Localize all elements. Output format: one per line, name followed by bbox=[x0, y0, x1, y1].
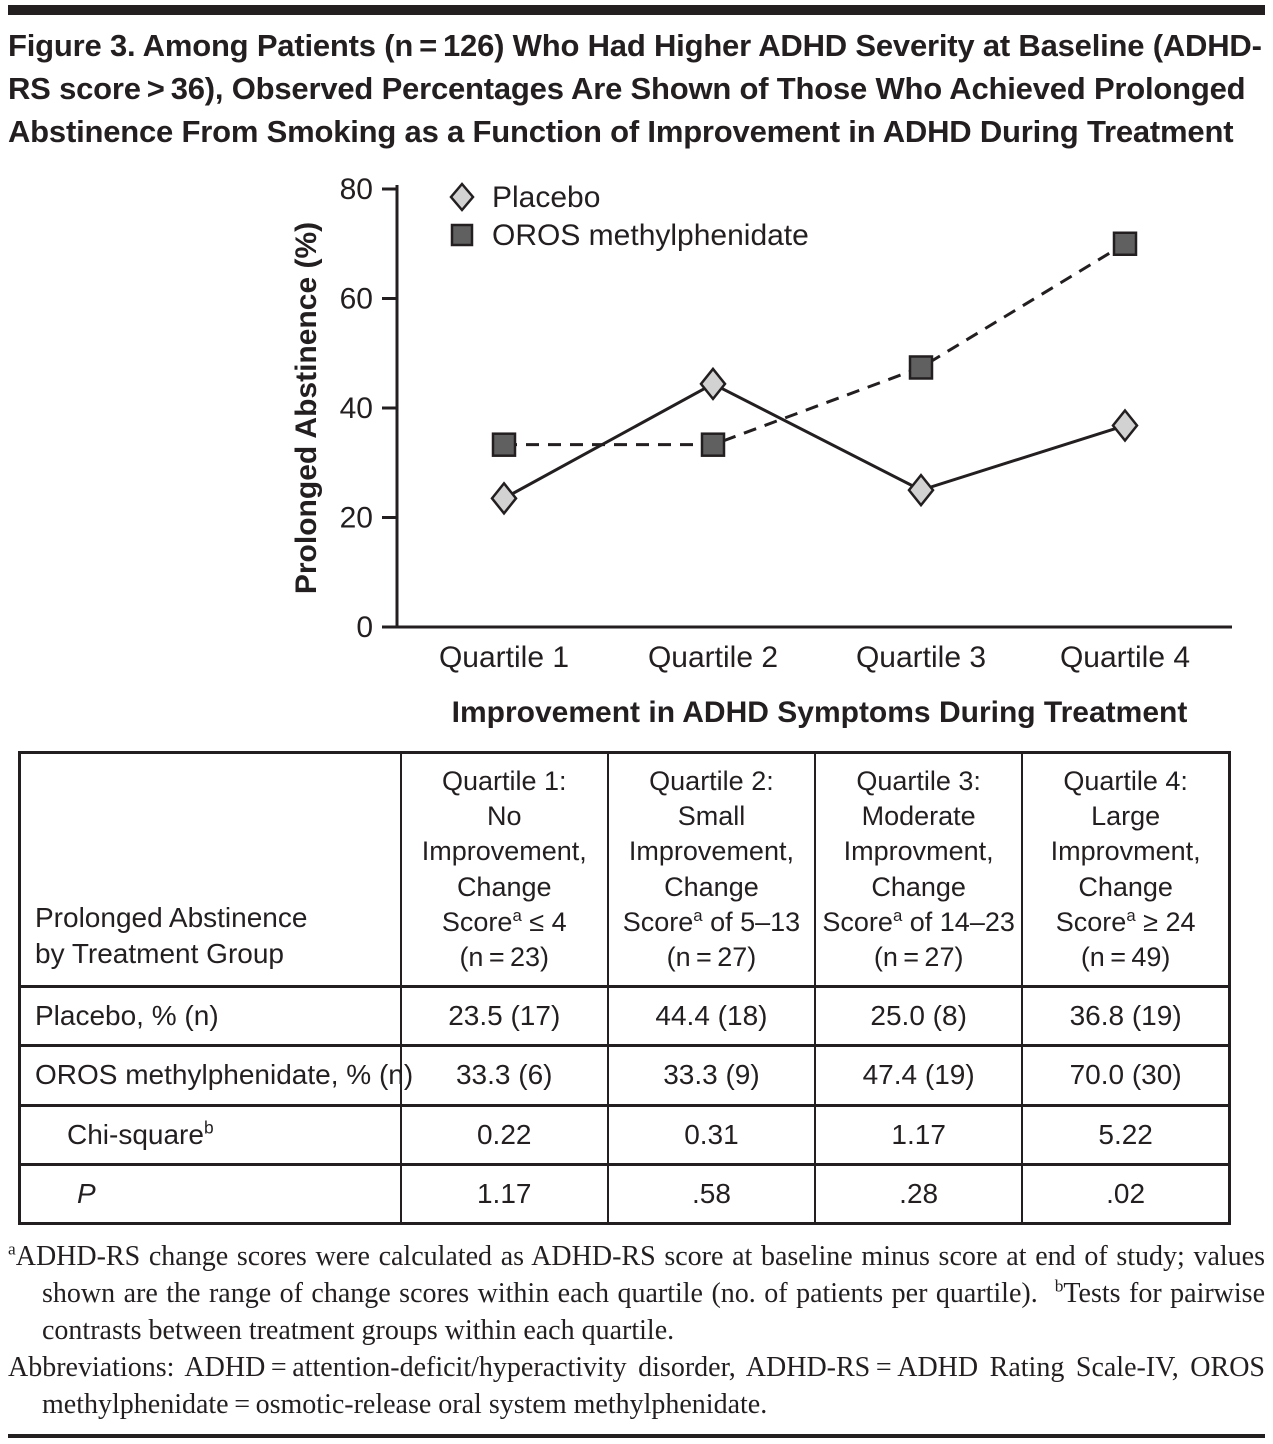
value-cell-r4-q2: .58 bbox=[608, 1165, 815, 1224]
bottom-rule bbox=[8, 1434, 1265, 1438]
placebo-marker-quartile-3 bbox=[909, 475, 933, 505]
row-label: Placebo, % (n) bbox=[20, 986, 401, 1045]
value-cell-r1-q4: 36.8 (19) bbox=[1022, 986, 1229, 1045]
y-tick-label: 80 bbox=[339, 173, 373, 207]
col-header-quartile-2: Quartile 2: Small Improvement, Change Score$^a$ of 5–13 (n = 27) bbox=[608, 753, 815, 987]
x-axis-title: Improvement in ADHD Symptoms During Treatment bbox=[451, 696, 1188, 730]
oros-marker-quartile-3 bbox=[910, 357, 932, 379]
figure-title: Figure 3. Among Patients (n = 126) Who Had Higher ADHD Severity at Baseline (ADHD-RS score > 36), Observed Percentages Are Shown of Those Who Achieved Prolonged Abstinence From Smoking as a Function of Improvement in ADHD During Treatment bbox=[8, 28, 1262, 149]
value-cell-r4-q1: 1.17 bbox=[401, 1165, 608, 1224]
table-header-row bbox=[20, 753, 1230, 987]
footnote-abbreviations: Abbreviations: ADHD = attention-deficit/hyperactivity disorder, ADHD-RS = ADHD Rating Scale-IV, OROS methylphenidate = osmotic-release oral system methylphenidate. bbox=[8, 1352, 1265, 1421]
footnotes bbox=[8, 1239, 1265, 1424]
value-cell-r1-q3: 25.0 (8) bbox=[815, 986, 1022, 1045]
value-cell-r2-q2: 33.3 (9) bbox=[608, 1046, 815, 1105]
table-row-2 bbox=[20, 1046, 1230, 1105]
y-tick-label: 0 bbox=[356, 611, 373, 645]
value-cell-r3-q4: 5.22 bbox=[1022, 1105, 1229, 1164]
value-cell-r1-q1: 23.5 (17) bbox=[401, 986, 608, 1045]
top-rule bbox=[8, 5, 1265, 15]
row-label: OROS methylphenidate, % (n) bbox=[20, 1046, 401, 1105]
value-cell-r2-q1: 33.3 (6) bbox=[401, 1046, 608, 1105]
value-cell-r3-q2: 0.31 bbox=[608, 1105, 815, 1164]
y-axis-title: Prolonged Abstinence (%) bbox=[290, 222, 323, 595]
placebo-marker-quartile-4 bbox=[1113, 411, 1137, 441]
value-cell-r2-q3: 47.4 (19) bbox=[815, 1046, 1022, 1105]
row-label: Chi-square$^b$ bbox=[20, 1105, 401, 1164]
oros-marker-quartile-4 bbox=[1114, 233, 1136, 255]
y-tick-label: 40 bbox=[339, 392, 373, 426]
oros-marker-quartile-2 bbox=[702, 434, 724, 456]
table-row-3 bbox=[20, 1105, 1230, 1164]
value-cell-r2-q4: 70.0 (30) bbox=[1022, 1046, 1229, 1105]
row-label: P bbox=[20, 1165, 401, 1224]
chart-svg bbox=[290, 167, 1250, 737]
y-tick-label: 60 bbox=[339, 282, 373, 316]
table-body bbox=[20, 986, 1230, 1224]
y-tick-label: 20 bbox=[339, 501, 373, 535]
abstinence-line-chart bbox=[290, 167, 1250, 737]
value-cell-r4-q3: .28 bbox=[815, 1165, 1022, 1224]
x-category-label: Quartile 4 bbox=[1059, 641, 1191, 675]
table-row-4 bbox=[20, 1165, 1230, 1224]
legend-oros-square-icon bbox=[452, 225, 472, 245]
corner-header: Prolonged Abstinence by Treatment Group bbox=[35, 902, 308, 970]
value-cell-r3-q3: 1.17 bbox=[815, 1105, 1022, 1164]
col-header-quartile-3: Quartile 3: Moderate Improvment, Change Score$^a$ of 14–23 (n = 27) bbox=[815, 753, 1022, 987]
col-header-quartile-4: Quartile 4: Large Improvment, Change Score$^a$ ≥ 24 (n = 49) bbox=[1022, 753, 1229, 987]
legend-placebo-diamond-icon bbox=[451, 184, 473, 210]
value-cell-r3-q1: 0.22 bbox=[401, 1105, 608, 1164]
col-header-quartile-1: Quartile 1: No Improvement, Change Score$^a$ ≤ 4 (n = 23) bbox=[401, 753, 608, 987]
x-category-label: Quartile 1 bbox=[438, 641, 570, 675]
value-cell-r4-q4: .02 bbox=[1022, 1165, 1229, 1224]
placebo-marker-quartile-2 bbox=[701, 369, 725, 399]
placebo-line bbox=[504, 384, 1125, 498]
legend-label-oros: OROS methylphenidate bbox=[492, 219, 809, 253]
oros-marker-quartile-1 bbox=[493, 434, 515, 456]
table-row-1 bbox=[20, 986, 1230, 1045]
footnote-ab: $^a$ADHD-RS change scores were calculated as ADHD-RS score at baseline minus score at end of study; values shown are the range of change scores within each quartile (no. of patients per quartile). $^b$Tests for pairwise contrasts between treatment groups within each quartile. bbox=[8, 1240, 1265, 1347]
oros-methylphenidate-line bbox=[504, 244, 1125, 445]
placebo-marker-quartile-1 bbox=[492, 484, 516, 514]
results-table bbox=[18, 751, 1231, 1225]
value-cell-r1-q2: 44.4 (18) bbox=[608, 986, 815, 1045]
x-category-label: Quartile 2 bbox=[647, 641, 779, 675]
legend-label-placebo: Placebo bbox=[492, 181, 601, 215]
x-category-label: Quartile 3 bbox=[855, 641, 987, 675]
